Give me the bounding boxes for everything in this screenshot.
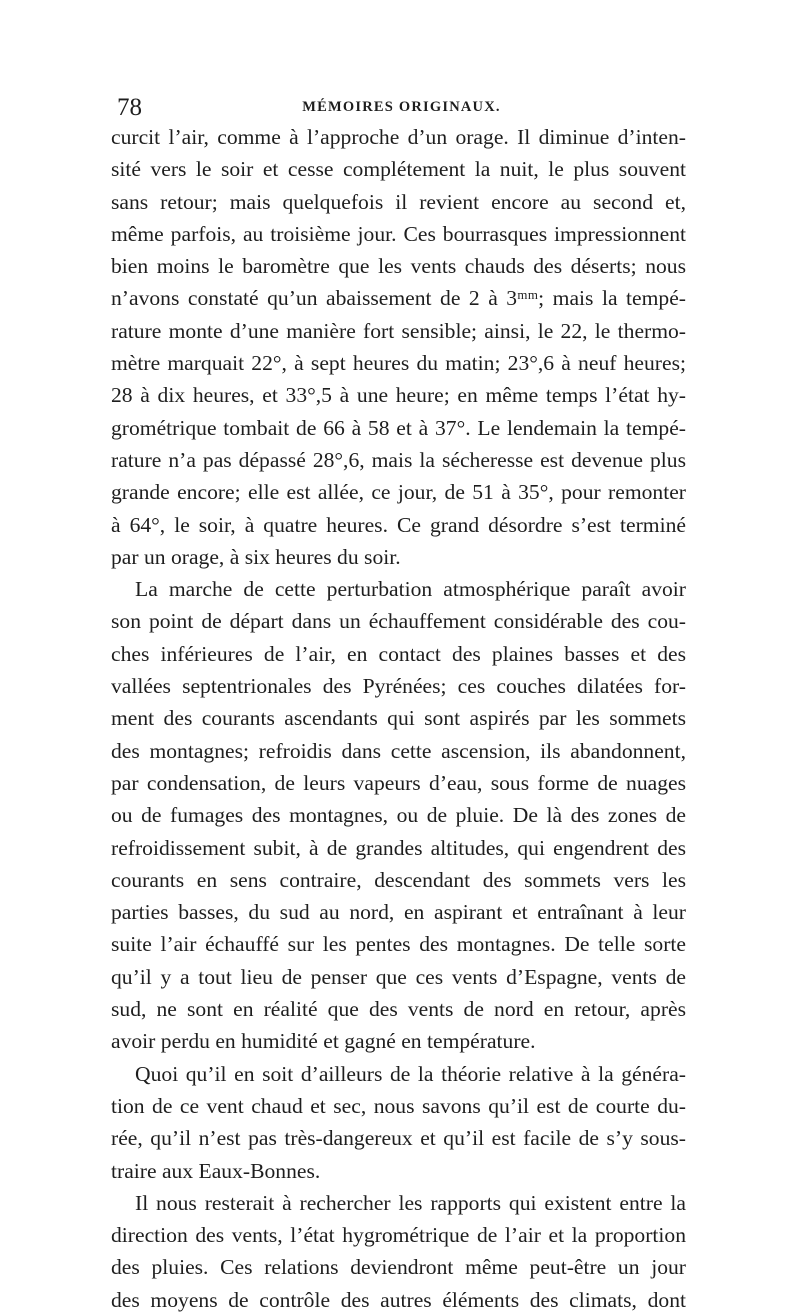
text-line: grande encore; elle est allée, ce jour, de 51 à 35°, pour remonter (111, 480, 686, 505)
text-line: sité vers le soir et cesse complétement la nuit, le plus souvent (111, 157, 686, 182)
text-line: par un orage, à six heures du soir. (111, 544, 401, 569)
text-line: sans retour; mais quelquefois il revient encore au second et, (111, 189, 686, 214)
text-line: suite l’air échauffé sur les pentes des montagnes. De telle sorte (111, 932, 686, 957)
text-line: qu’il y a tout lieu de penser que ces vents d’Espagne, vents de (111, 964, 686, 989)
text-line: vallées septentrionales des Pyrénées; ces couches dilatées for- (111, 674, 686, 699)
text-line: son point de départ dans un échauffement considérable des cou- (111, 609, 686, 634)
running-title: MÉMOIRES ORIGINAUX. (302, 99, 501, 115)
page-number: 78 (117, 94, 142, 121)
text-line: bien moins le baromètre que les vents chauds des déserts; nous (111, 254, 686, 279)
text-line: rée, qu’il n’est pas très-dangereux et qu’il est facile de s’y sous- (111, 1126, 686, 1151)
text-line: tion de ce vent chaud et sec, nous savons qu’il est de courte du- (111, 1093, 686, 1118)
text-line: rature n’a pas dépassé 28°,6, mais la sécheresse est devenue plus (111, 447, 686, 472)
text-line: même parfois, au troisième jour. Ces bourrasques impressionnent (111, 221, 686, 246)
text-line: avoir perdu en humidité et gagné en température. (111, 1029, 536, 1054)
text-line: des pluies. Ces relations deviendront même peut-être un jour (111, 1255, 686, 1280)
text-line: courants en sens contraire, descendant des sommets vers les (111, 867, 686, 892)
text-line: rature monte d’une manière fort sensible; ainsi, le 22, le thermo- (111, 318, 686, 343)
text-line: à 64°, le soir, à quatre heures. Ce grand désordre s’est terminé (111, 512, 686, 537)
body-text (111, 121, 686, 1316)
text-line: grométrique tombait de 66 à 58 et à 37°. Le lendemain la tempé- (111, 415, 686, 440)
text-line: direction des vents, l’état hygrométrique de l’air et la proportion (111, 1223, 686, 1248)
text-line: ou de fumages des montagnes, ou de pluie. De là des zones de (111, 803, 686, 828)
text-line: traire aux Eaux-Bonnes. (111, 1158, 321, 1183)
text-line: refroidissement subit, à de grandes altitudes, qui engendrent des (111, 835, 686, 860)
text-line: parties basses, du sud au nord, en aspirant et entraînant à leur (111, 900, 686, 925)
text-line: La marche de cette perturbation atmosphérique paraît avoir (135, 577, 686, 602)
text-line: mètre marquait 22°, à sept heures du matin; 23°,6 à neuf heures; (111, 351, 686, 376)
text-line: Il nous resterait à rechercher les rapports qui existent entre la (135, 1190, 686, 1215)
text-line: des montagnes; refroidis dans cette ascension, ils abandonnent, (111, 738, 686, 763)
text-line: n’avons constaté qu’un abaissement de 2 à 3ᵐᵐ; mais la tempé- (111, 286, 686, 311)
text-line: Quoi qu’il en soit d’ailleurs de la théorie relative à la généra- (135, 1061, 686, 1086)
text-line: par condensation, de leurs vapeurs d’eau, sous forme de nuages (111, 770, 686, 795)
text-line: 28 à dix heures, et 33°,5 à une heure; en même temps l’état hy- (111, 383, 686, 408)
page-header (117, 94, 686, 122)
text-line: sud, ne sont en réalité que des vents de nord en retour, après (111, 997, 686, 1022)
text-line: curcit l’air, comme à l’approche d’un orage. Il diminue d’inten- (111, 125, 686, 149)
text-line: des moyens de contrôle des autres éléments des climats, dont (111, 1287, 686, 1312)
text-line: ches inférieures de l’air, en contact des plaines basses et des (111, 641, 686, 666)
text-line: ment des courants ascendants qui sont aspirés par les sommets (111, 706, 686, 731)
